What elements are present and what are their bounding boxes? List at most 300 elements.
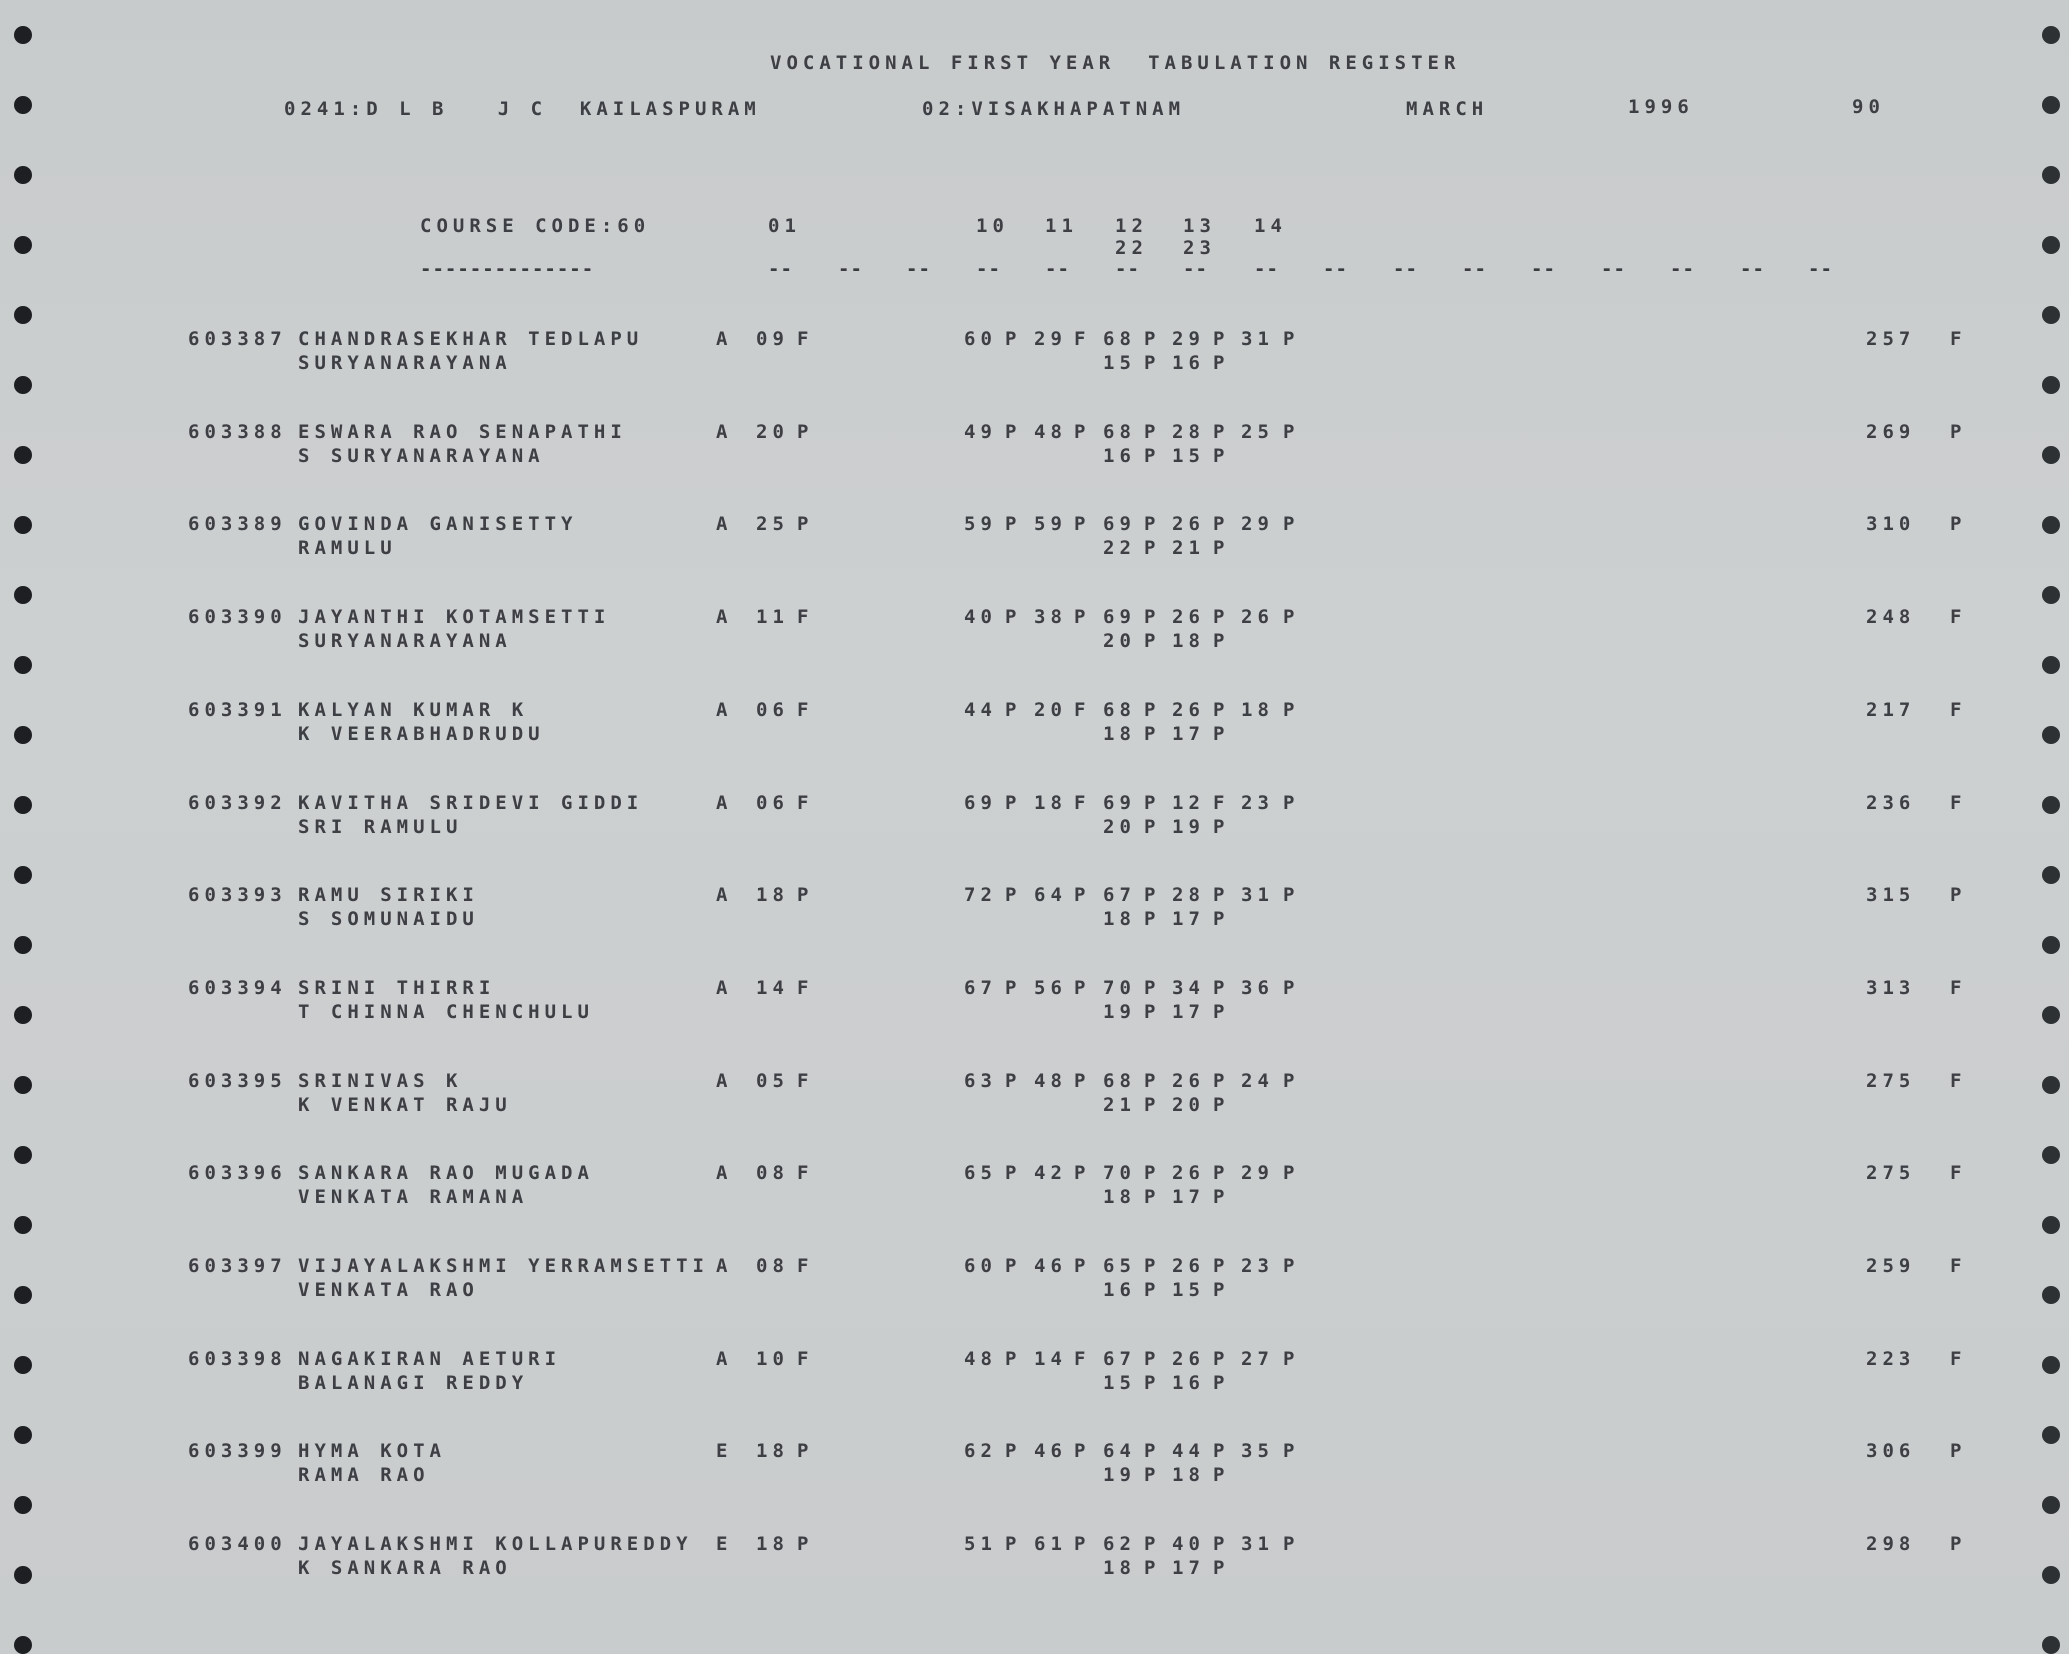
result-13: P	[1213, 606, 1230, 629]
result-22: P	[1144, 1093, 1161, 1116]
marks-23: 18	[1172, 630, 1205, 653]
marks-01: 18	[756, 1533, 789, 1556]
page-number: 90	[1852, 96, 1885, 118]
column-underline: --	[1323, 258, 1348, 280]
group-code: A	[716, 1347, 733, 1370]
col-01-header: 01	[768, 215, 801, 237]
final-result: P	[1950, 1440, 1967, 1463]
marks-11: 14	[1034, 1347, 1067, 1370]
result-11: F	[1074, 328, 1091, 350]
father-name: RAMULU	[298, 537, 397, 560]
marks-23: 15	[1172, 1279, 1205, 1301]
marks-13: 26	[1172, 1347, 1205, 1370]
marks-23: 17	[1172, 722, 1205, 745]
result-10: P	[1005, 1162, 1022, 1185]
group-code: A	[716, 420, 733, 443]
result-11: P	[1074, 1255, 1091, 1277]
feed-hole	[2042, 656, 2060, 674]
student-name: SRINI THIRRI	[298, 976, 496, 999]
result-10: P	[1005, 1255, 1022, 1277]
marks-01: 05	[756, 1069, 789, 1092]
marks-22: 22	[1103, 537, 1136, 560]
father-name: S SURYANARAYANA	[298, 444, 545, 467]
result-22: P	[1144, 537, 1161, 560]
student-name: NAGAKIRAN AETURI	[298, 1347, 562, 1370]
column-underline: --	[838, 258, 863, 280]
student-name: SRINIVAS K	[298, 1069, 463, 1092]
result-01: F	[797, 606, 814, 629]
result-12: P	[1144, 791, 1161, 814]
roll-number: 603392	[188, 791, 287, 814]
result-11: P	[1074, 976, 1091, 999]
group-code: A	[716, 606, 733, 629]
marks-22: 15	[1103, 352, 1136, 374]
result-23: P	[1213, 352, 1230, 374]
marks-12: 70	[1103, 1162, 1136, 1185]
roll-number: 603398	[188, 1347, 287, 1370]
feed-hole	[14, 26, 32, 44]
result-13: P	[1213, 698, 1230, 721]
result-22: P	[1144, 444, 1161, 467]
result-13: P	[1213, 420, 1230, 443]
col-13-header: 13	[1183, 215, 1216, 237]
marks-01: 18	[756, 1440, 789, 1463]
marks-14: 36	[1241, 976, 1274, 999]
col-14-header: 14	[1254, 215, 1287, 237]
feed-hole	[14, 376, 32, 394]
marks-10: 67	[964, 976, 997, 999]
marks-14: 29	[1241, 1162, 1274, 1185]
result-10: P	[1005, 1069, 1022, 1092]
marks-23: 20	[1172, 1093, 1205, 1116]
marks-11: 46	[1034, 1440, 1067, 1463]
result-11: P	[1074, 606, 1091, 629]
result-22: P	[1144, 1464, 1161, 1487]
roll-number: 603399	[188, 1440, 287, 1463]
result-23: P	[1213, 722, 1230, 745]
result-23: P	[1213, 1464, 1230, 1487]
col-10-header: 10	[976, 215, 1009, 237]
result-22: P	[1144, 1000, 1161, 1023]
result-12: P	[1144, 884, 1161, 907]
result-13: P	[1213, 976, 1230, 999]
result-11: P	[1074, 1069, 1091, 1092]
register-title: VOCATIONAL FIRST YEAR TABULATION REGISTER	[770, 52, 1461, 74]
marks-12: 68	[1103, 328, 1136, 350]
result-01: F	[797, 698, 814, 721]
total-marks: 257	[1866, 328, 1916, 350]
result-01: P	[797, 1533, 814, 1556]
result-10: P	[1005, 328, 1022, 350]
feed-hole	[2042, 866, 2060, 884]
total-marks: 275	[1866, 1069, 1916, 1092]
father-name: SURYANARAYANA	[298, 630, 512, 653]
roll-number: 603395	[188, 1069, 287, 1092]
result-22: P	[1144, 1186, 1161, 1209]
final-result: F	[1950, 976, 1967, 999]
result-10: P	[1005, 1533, 1022, 1556]
marks-14: 26	[1241, 606, 1274, 629]
final-result: F	[1950, 328, 1967, 350]
result-01: F	[797, 791, 814, 814]
student-row	[0, 1348, 2069, 1394]
final-result: F	[1950, 606, 1967, 629]
marks-12: 70	[1103, 976, 1136, 999]
group-code: A	[716, 1255, 733, 1277]
col-22-header: 22	[1115, 237, 1148, 259]
marks-13: 28	[1172, 420, 1205, 443]
marks-01: 11	[756, 606, 789, 629]
result-13: P	[1213, 1347, 1230, 1370]
father-name: T CHINNA CHENCHULU	[298, 1000, 594, 1023]
result-12: P	[1144, 1162, 1161, 1185]
result-13: P	[1213, 1162, 1230, 1185]
marks-23: 16	[1172, 352, 1205, 374]
roll-number: 603388	[188, 420, 287, 443]
roll-number: 603397	[188, 1255, 287, 1277]
marks-23: 16	[1172, 1371, 1205, 1394]
result-11: P	[1074, 1162, 1091, 1185]
group-code: A	[716, 1069, 733, 1092]
marks-13: 28	[1172, 884, 1205, 907]
group-code: A	[716, 884, 733, 907]
marks-12: 68	[1103, 1069, 1136, 1092]
marks-01: 09	[756, 328, 789, 350]
feed-hole	[14, 1146, 32, 1164]
result-13: F	[1213, 791, 1230, 814]
result-22: P	[1144, 1371, 1161, 1394]
marks-10: 40	[964, 606, 997, 629]
result-11: F	[1074, 1347, 1091, 1370]
result-22: P	[1144, 908, 1161, 931]
district-code: 02:VISAKHAPATNAM	[922, 98, 1186, 120]
result-11: P	[1074, 1440, 1091, 1463]
marks-22: 20	[1103, 815, 1136, 838]
marks-10: 59	[964, 513, 997, 536]
father-name: S SOMUNAIDU	[298, 908, 479, 931]
marks-22: 16	[1103, 444, 1136, 467]
roll-number: 603396	[188, 1162, 287, 1185]
result-23: P	[1213, 1371, 1230, 1394]
result-14: P	[1283, 976, 1300, 999]
result-11: P	[1074, 884, 1091, 907]
student-row	[0, 606, 2069, 652]
marks-13: 26	[1172, 1069, 1205, 1092]
student-row	[0, 977, 2069, 1023]
result-13: P	[1213, 1069, 1230, 1092]
result-12: P	[1144, 1533, 1161, 1556]
result-12: P	[1144, 606, 1161, 629]
marks-13: 40	[1172, 1533, 1205, 1556]
result-23: P	[1213, 1279, 1230, 1301]
marks-14: 31	[1241, 884, 1274, 907]
student-name: ESWARA RAO SENAPATHI	[298, 420, 627, 443]
marks-12: 69	[1103, 513, 1136, 536]
marks-23: 17	[1172, 1557, 1205, 1580]
result-01: P	[797, 420, 814, 443]
result-10: P	[1005, 1440, 1022, 1463]
result-23: P	[1213, 630, 1230, 653]
result-12: P	[1144, 1069, 1161, 1092]
result-12: P	[1144, 698, 1161, 721]
marks-11: 48	[1034, 1069, 1067, 1092]
college-code: 0241:D L B J C KAILASPURAM	[284, 98, 761, 120]
student-row	[0, 421, 2069, 467]
final-result: F	[1950, 1347, 1967, 1370]
student-name: VIJAYALAKSHMI YERRAMSETTI	[298, 1255, 709, 1277]
roll-number: 603394	[188, 976, 287, 999]
feed-hole	[14, 1496, 32, 1514]
result-01: F	[797, 976, 814, 999]
result-01: P	[797, 513, 814, 536]
father-name: K VENKAT RAJU	[298, 1093, 512, 1116]
result-01: F	[797, 1347, 814, 1370]
result-14: P	[1283, 1440, 1300, 1463]
feed-hole	[2042, 96, 2060, 114]
student-name: GOVINDA GANISETTY	[298, 513, 578, 536]
marks-22: 21	[1103, 1093, 1136, 1116]
group-code: A	[716, 976, 733, 999]
course-code-underline: --------------	[420, 258, 595, 280]
result-12: P	[1144, 1347, 1161, 1370]
result-11: F	[1074, 791, 1091, 814]
result-22: P	[1144, 1279, 1161, 1301]
column-underline: --	[1183, 258, 1208, 280]
student-row	[0, 884, 2069, 930]
result-23: P	[1213, 908, 1230, 931]
feed-hole	[2042, 166, 2060, 184]
student-row	[0, 1440, 2069, 1486]
result-01: F	[797, 1162, 814, 1185]
column-underline: --	[1531, 258, 1556, 280]
student-name: JAYALAKSHMI KOLLAPUREDDY	[298, 1533, 693, 1556]
total-marks: 223	[1866, 1347, 1916, 1370]
marks-22: 15	[1103, 1371, 1136, 1394]
result-23: P	[1213, 815, 1230, 838]
marks-22: 19	[1103, 1464, 1136, 1487]
result-12: P	[1144, 513, 1161, 536]
col-23-header: 23	[1183, 237, 1216, 259]
marks-11: 59	[1034, 513, 1067, 536]
marks-10: 51	[964, 1533, 997, 1556]
feed-hole	[2042, 1636, 2060, 1654]
result-11: P	[1074, 513, 1091, 536]
total-marks: 275	[1866, 1162, 1916, 1185]
father-name: BALANAGI REDDY	[298, 1371, 529, 1394]
marks-13: 26	[1172, 513, 1205, 536]
result-10: P	[1005, 420, 1022, 443]
marks-13: 12	[1172, 791, 1205, 814]
marks-12: 69	[1103, 606, 1136, 629]
marks-13: 44	[1172, 1440, 1205, 1463]
feed-hole	[2042, 1146, 2060, 1164]
marks-10: 63	[964, 1069, 997, 1092]
feed-hole	[2042, 306, 2060, 324]
feed-hole	[2042, 26, 2060, 44]
student-row	[0, 328, 2069, 374]
father-name: SURYANARAYANA	[298, 352, 512, 374]
marks-14: 24	[1241, 1069, 1274, 1092]
result-12: P	[1144, 328, 1161, 350]
marks-13: 26	[1172, 606, 1205, 629]
final-result: P	[1950, 884, 1967, 907]
feed-hole	[14, 306, 32, 324]
student-name: HYMA KOTA	[298, 1440, 446, 1463]
group-code: A	[716, 791, 733, 814]
result-22: P	[1144, 815, 1161, 838]
marks-14: 35	[1241, 1440, 1274, 1463]
result-14: P	[1283, 791, 1300, 814]
marks-11: 61	[1034, 1533, 1067, 1556]
marks-11: 64	[1034, 884, 1067, 907]
feed-hole	[14, 166, 32, 184]
result-14: P	[1283, 1533, 1300, 1556]
marks-12: 67	[1103, 884, 1136, 907]
marks-01: 25	[756, 513, 789, 536]
col-11-header: 11	[1045, 215, 1078, 237]
group-code: A	[716, 328, 733, 350]
marks-22: 18	[1103, 908, 1136, 931]
result-23: P	[1213, 1186, 1230, 1209]
result-23: P	[1213, 444, 1230, 467]
marks-12: 68	[1103, 420, 1136, 443]
feed-hole	[14, 656, 32, 674]
marks-13: 29	[1172, 328, 1205, 350]
result-14: P	[1283, 1347, 1300, 1370]
feed-hole	[2042, 936, 2060, 954]
marks-01: 20	[756, 420, 789, 443]
father-name: K VEERABHADRUDU	[298, 722, 545, 745]
result-14: P	[1283, 513, 1300, 536]
final-result: F	[1950, 1069, 1967, 1092]
column-underline: --	[1808, 258, 1833, 280]
marks-11: 46	[1034, 1255, 1067, 1277]
final-result: F	[1950, 791, 1967, 814]
final-result: F	[1950, 1255, 1967, 1277]
roll-number: 603387	[188, 328, 287, 350]
marks-10: 49	[964, 420, 997, 443]
result-14: P	[1283, 606, 1300, 629]
result-14: P	[1283, 328, 1300, 350]
result-23: P	[1213, 1557, 1230, 1580]
marks-14: 23	[1241, 791, 1274, 814]
marks-01: 14	[756, 976, 789, 999]
marks-12: 67	[1103, 1347, 1136, 1370]
marks-13: 26	[1172, 698, 1205, 721]
column-underline: --	[1115, 258, 1140, 280]
feed-hole	[2042, 1216, 2060, 1234]
marks-01: 10	[756, 1347, 789, 1370]
total-marks: 298	[1866, 1533, 1916, 1556]
marks-01: 08	[756, 1255, 789, 1277]
result-14: P	[1283, 1255, 1300, 1277]
marks-14: 27	[1241, 1347, 1274, 1370]
marks-14: 31	[1241, 328, 1274, 350]
marks-14: 31	[1241, 1533, 1274, 1556]
column-underline: --	[1393, 258, 1418, 280]
feed-hole	[2042, 236, 2060, 254]
feed-hole	[14, 1216, 32, 1234]
marks-11: 56	[1034, 976, 1067, 999]
result-10: P	[1005, 791, 1022, 814]
result-12: P	[1144, 1255, 1161, 1277]
marks-10: 60	[964, 1255, 997, 1277]
feed-hole	[2042, 586, 2060, 604]
marks-23: 18	[1172, 1464, 1205, 1487]
marks-14: 18	[1241, 698, 1274, 721]
result-13: P	[1213, 513, 1230, 536]
roll-number: 603393	[188, 884, 287, 907]
feed-hole	[2042, 1496, 2060, 1514]
marks-22: 18	[1103, 1557, 1136, 1580]
result-13: P	[1213, 884, 1230, 907]
father-name: VENKATA RAO	[298, 1279, 479, 1301]
total-marks: 236	[1866, 791, 1916, 814]
roll-number: 603391	[188, 698, 287, 721]
student-name: SANKARA RAO MUGADA	[298, 1162, 594, 1185]
marks-14: 29	[1241, 513, 1274, 536]
result-11: P	[1074, 420, 1091, 443]
result-01: F	[797, 328, 814, 350]
result-11: P	[1074, 1533, 1091, 1556]
marks-12: 64	[1103, 1440, 1136, 1463]
marks-01: 08	[756, 1162, 789, 1185]
marks-11: 20	[1034, 698, 1067, 721]
total-marks: 248	[1866, 606, 1916, 629]
result-10: P	[1005, 1347, 1022, 1370]
marks-22: 18	[1103, 722, 1136, 745]
result-11: F	[1074, 698, 1091, 721]
roll-number: 603389	[188, 513, 287, 536]
feed-hole	[2042, 376, 2060, 394]
result-22: P	[1144, 630, 1161, 653]
result-13: P	[1213, 1533, 1230, 1556]
final-result: P	[1950, 420, 1967, 443]
col-12-header: 12	[1115, 215, 1148, 237]
result-14: P	[1283, 420, 1300, 443]
marks-12: 65	[1103, 1255, 1136, 1277]
result-10: P	[1005, 976, 1022, 999]
feed-hole	[14, 936, 32, 954]
result-14: P	[1283, 884, 1300, 907]
marks-22: 16	[1103, 1279, 1136, 1301]
marks-13: 34	[1172, 976, 1205, 999]
column-underline: --	[976, 258, 1001, 280]
marks-10: 48	[964, 1347, 997, 1370]
feed-hole	[14, 236, 32, 254]
column-underline: --	[1045, 258, 1070, 280]
result-23: P	[1213, 1000, 1230, 1023]
marks-23: 17	[1172, 908, 1205, 931]
father-name: K SANKARA RAO	[298, 1557, 512, 1580]
marks-23: 21	[1172, 537, 1205, 560]
student-row	[0, 513, 2069, 559]
marks-12: 62	[1103, 1533, 1136, 1556]
result-14: P	[1283, 698, 1300, 721]
result-23: P	[1213, 537, 1230, 560]
column-underline: --	[1670, 258, 1695, 280]
column-underline: --	[906, 258, 931, 280]
father-name: RAMA RAO	[298, 1464, 430, 1487]
student-row	[0, 1533, 2069, 1579]
result-22: P	[1144, 352, 1161, 374]
student-row	[0, 699, 2069, 745]
result-01: F	[797, 1069, 814, 1092]
result-01: F	[797, 1255, 814, 1277]
marks-23: 17	[1172, 1186, 1205, 1209]
result-22: P	[1144, 1557, 1161, 1580]
group-code: E	[716, 1533, 733, 1556]
